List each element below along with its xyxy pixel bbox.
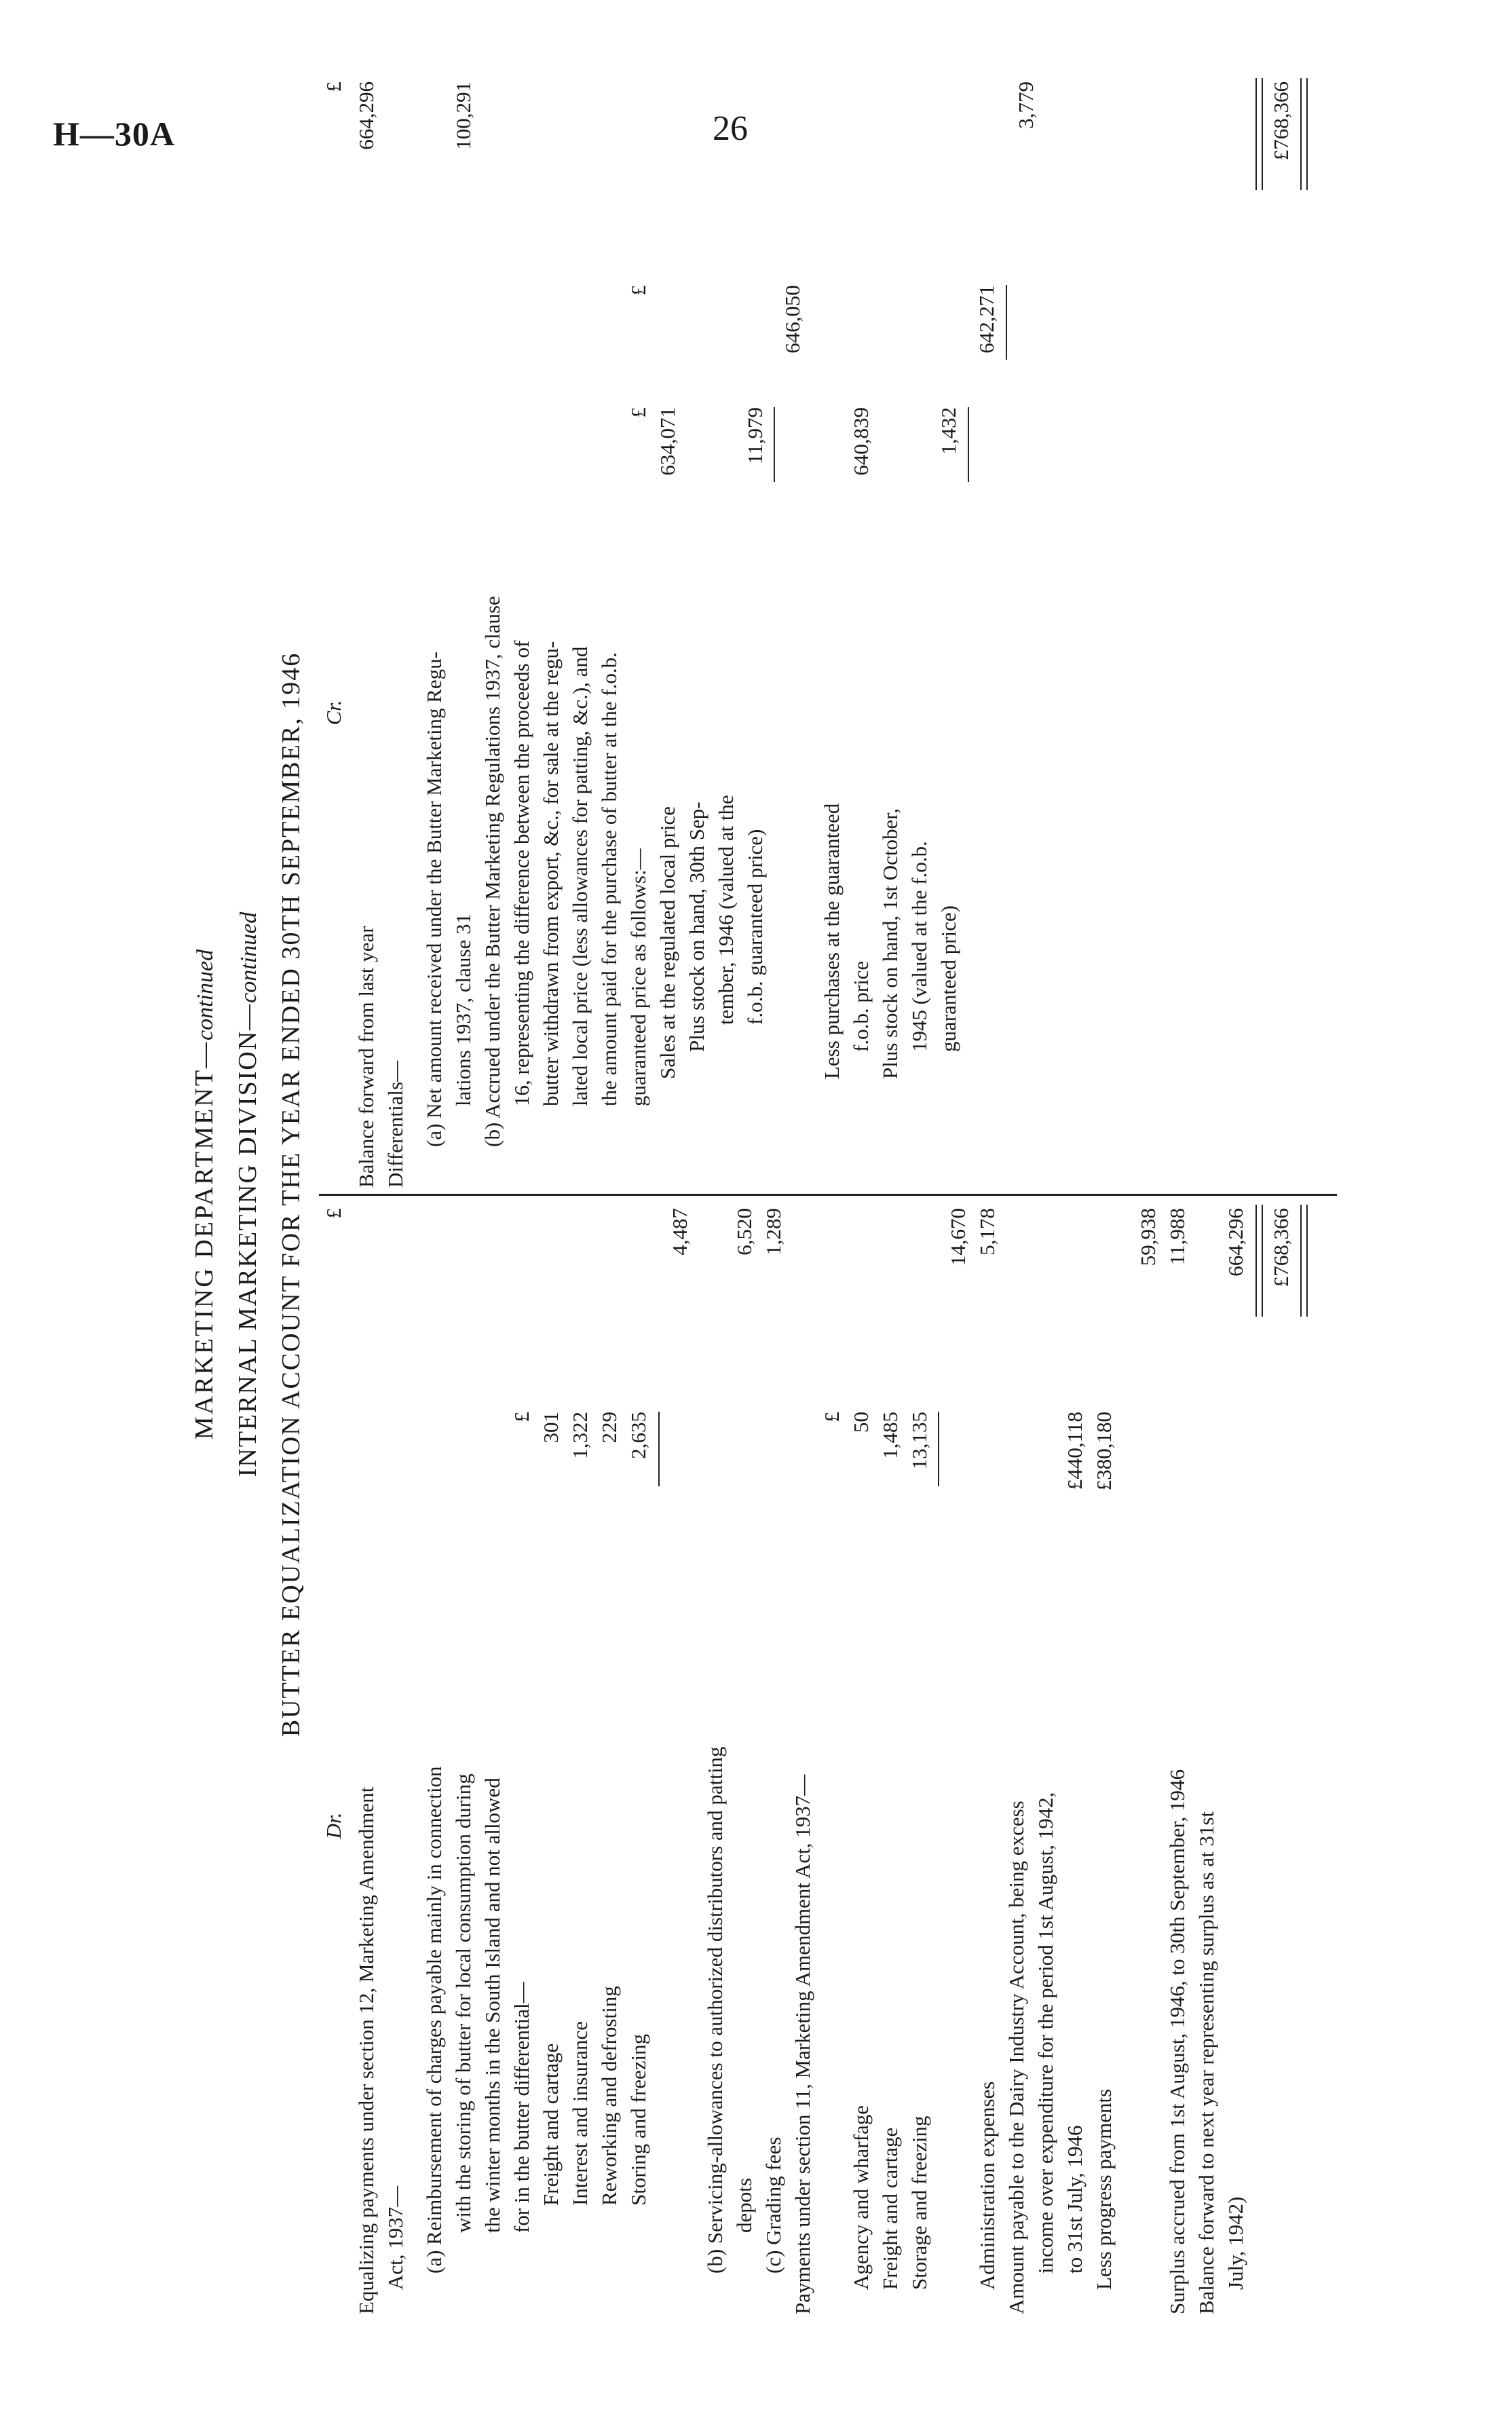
credit-side (319, 75, 1337, 1188)
column-divider (319, 1194, 1337, 1196)
dr-item: Reworking and defrosting (597, 1986, 621, 2206)
cr-line: (a) Net amount received under the Butter Marketing Regu- (422, 652, 446, 1147)
dr-line: for in the butter differential— (510, 1982, 533, 2233)
cr-line: 1945 (valued at the f.o.b. (907, 841, 931, 1052)
total-rule (1255, 78, 1263, 190)
dr-currency: £ (322, 1208, 345, 1219)
dr-b-value: 6,520 (732, 1208, 756, 1256)
dr-line: the winter months in the South Island and not allowed (480, 1777, 504, 2233)
cr-col-currency: £ (626, 407, 650, 418)
dr-sub-currency: £ (820, 1412, 844, 1423)
subtotal-rule (1006, 285, 1007, 360)
dr-admin-value: 5,178 (975, 1208, 999, 1256)
cr-a-value: 100,291 (451, 81, 475, 150)
total-rule (1255, 1205, 1263, 1317)
dr-item-value: 50 (849, 1412, 873, 1433)
dr-bf-value: 664,296 (1224, 1208, 1247, 1277)
dr-line: Surplus accrued from 1st August, 1946, to 30th September, 1946 (1165, 1769, 1189, 2314)
cr-line: Plus stock on hand, 1st October, (878, 808, 902, 1079)
dr-item: Freight and cartage (878, 2127, 902, 2290)
cr-line: butter withdrawn from export, &c., for sale at the regu- (539, 641, 563, 1106)
cr-sum1: 646,050 (780, 285, 804, 354)
title-block (190, 75, 306, 2314)
dr-line: income over expenditure for the period 1st August, 1942, (1034, 1792, 1057, 2274)
cr-line: lations 1937, clause 31 (451, 913, 475, 1106)
dr-item-value: 1,322 (568, 1412, 592, 1459)
cr-heading: Cr. (322, 700, 345, 726)
account-title: BUTTER EQUALIZATION ACCOUNT FOR THE YEAR ENDED 30TH SEPTEMBER, 1946 (277, 652, 305, 1737)
page-number: 26 (713, 109, 748, 148)
cr-line: (b) Accrued under the Butter Marketing Regulations 1937, clause (480, 596, 504, 1147)
cr-plus-value: 11,979 (743, 407, 767, 465)
dr-total-a: 4,487 (668, 1208, 692, 1256)
dr-item: Freight and cartage (539, 2043, 563, 2206)
dr-surplus-value: 11,988 (1165, 1208, 1189, 1266)
cr-sales-value: 634,071 (656, 407, 679, 476)
cr-grand-total: £768,366 (1269, 81, 1293, 161)
dr-sub-currency: £ (510, 1412, 533, 1423)
cr-bal-value: 664,296 (354, 81, 378, 150)
cr-line: Plus stock on hand, 30th Sep- (685, 802, 708, 1052)
cr-line: tember, 1946 (valued at the (714, 795, 738, 1025)
subtotal-rule (938, 1412, 939, 1486)
cr-line: guaranteed price) (937, 905, 960, 1052)
dr-line: Act, 1937— (383, 2185, 407, 2290)
cr-b-value: 3,779 (1014, 81, 1038, 129)
dr-item-value: 1,485 (878, 1412, 902, 1459)
dr-line: (a) Reimbursement of charges payable mainly in connection (422, 1766, 446, 2274)
cr-line: lated local price (less allowances for patting, &c.), and (568, 646, 592, 1106)
cr-line: f.o.b. price (849, 960, 873, 1052)
cr-less-value: 640,839 (849, 407, 873, 476)
cr-plus-b-value: 1,432 (937, 407, 960, 455)
dr-line: Amount payable to the Dairy Industry Account, being excess (1004, 1801, 1028, 2314)
dr-line: Payments under section 11, Marketing Amendment Act, 1937— (791, 1774, 814, 2314)
dr-line: Less progress payments (1092, 2088, 1116, 2290)
dr-line: July, 1942) (1224, 2196, 1247, 2290)
dr-line: Equalizing payments under section 12, Marketing Amendment (354, 1786, 378, 2314)
debit-side (319, 1201, 1337, 2314)
department-title: MARKETING DEPARTMENT—continued (190, 949, 219, 1440)
cr-line: Balance forward from last year (354, 926, 378, 1188)
dr-heading: Dr. (322, 1812, 345, 1839)
cr-currency: £ (322, 81, 345, 92)
dr-line: (b) Servicing-allowances to authorized distributors and patting (703, 1746, 727, 2274)
cr-line: 16, representing the difference between the proceeds of (510, 640, 533, 1106)
dr-item: Storing and freezing (626, 2033, 650, 2206)
dr-item-value: 2,635 (626, 1412, 650, 1459)
dr-d-total: 59,938 (1136, 1208, 1160, 1266)
dr-d4-value: £380,180 (1092, 1412, 1116, 1491)
cr-sum2: 642,271 (975, 285, 998, 354)
dr-item: Storage and freezing (907, 2115, 931, 2290)
subtotal-rule (774, 407, 775, 482)
dr-line: to 31st July, 1946 (1063, 2125, 1086, 2274)
dr-c-value: 1,289 (761, 1208, 785, 1256)
dr-item: Agency and wharfage (849, 2105, 873, 2290)
dr-grand-total: £768,366 (1269, 1208, 1293, 1287)
cr-line: guaranteed price as follows:— (626, 848, 650, 1106)
dr-line: Administration expenses (975, 2081, 999, 2290)
account-columns (319, 75, 1337, 2314)
subtotal-rule (658, 1412, 660, 1486)
dr-line: with the storing of butter for local consumption during (451, 1773, 475, 2233)
cr-col-currency: £ (626, 285, 650, 296)
cr-line: f.o.b. guaranteed price) (743, 829, 767, 1025)
cr-line: Differentials— (383, 1060, 407, 1188)
cr-line: Sales at the regulated local price (656, 806, 679, 1079)
page-code: H—30A (53, 115, 175, 153)
dr-line: Balance forward to next year representing surplus as at 31st (1194, 1811, 1218, 2314)
subtotal-rule (968, 407, 969, 482)
dr-item: Interest and insurance (568, 2021, 592, 2206)
dr-item-value: 301 (539, 1412, 563, 1444)
rotated-account (190, 75, 1357, 2314)
dr-item-value: 229 (597, 1412, 621, 1444)
cr-line: Less purchases at the guaranteed (820, 803, 844, 1079)
dr-total-s11: 14,670 (946, 1208, 970, 1266)
cr-line: the amount paid for the purchase of butter at the f.o.b. (597, 652, 621, 1106)
total-rule (1300, 1205, 1308, 1317)
dr-d3-value: £440,118 (1063, 1412, 1086, 1490)
total-rule (1300, 78, 1308, 190)
dr-item-value: 13,135 (907, 1412, 931, 1470)
dr-line: depots (732, 2178, 756, 2233)
dr-line: (c) Grading fees (761, 2136, 785, 2274)
division-title: INTERNAL MARKETING DIVISION—continued (233, 911, 262, 1477)
